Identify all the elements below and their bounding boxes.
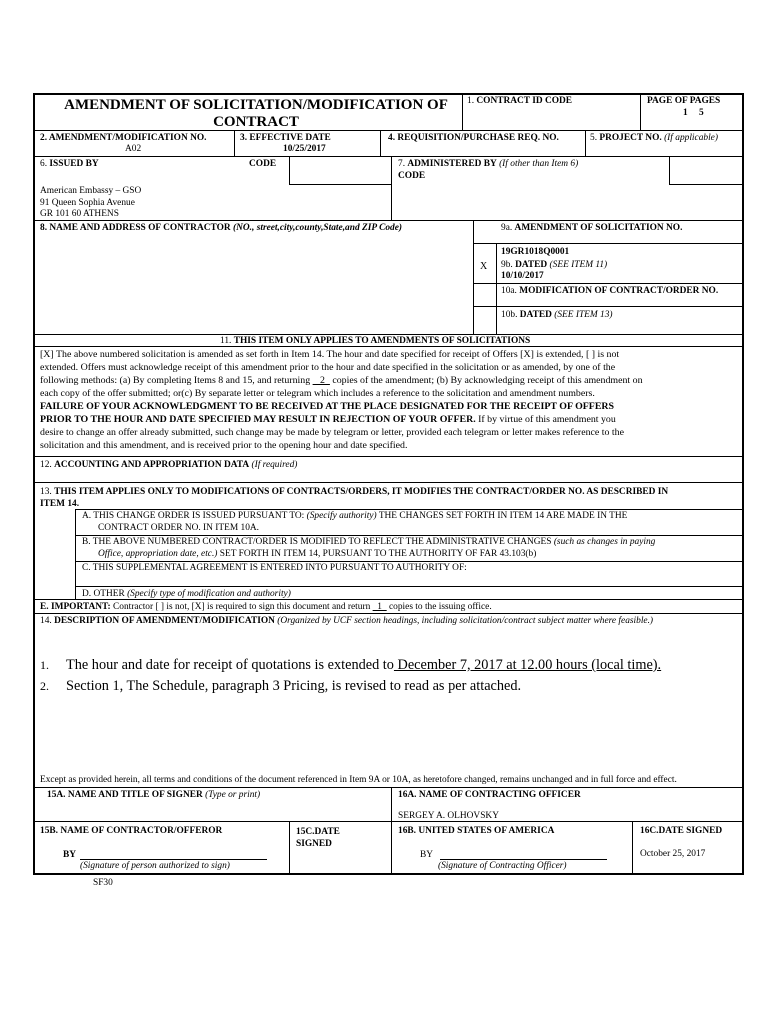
- administered-by-code-label: CODE: [398, 171, 426, 181]
- contractor-signature-line[interactable]: [80, 859, 267, 860]
- h-item10a-bottom: [473, 306, 743, 307]
- issued-by-address[interactable]: [40, 186, 141, 221]
- h-admin-code-bottom: [669, 184, 743, 185]
- form-title-line2: CONTRACT: [213, 114, 299, 130]
- date-signed-16c-label: 16C.DATE SIGNED: [640, 826, 723, 836]
- item11-line2: extended. Offers must acknowledge receipt of this amendment prior to the hour and date specified in the solicitation or as amended, by one of the: [40, 362, 616, 373]
- v-row2-2: [380, 130, 381, 156]
- pages-total: 5: [699, 108, 704, 118]
- contractor-offeror-label: 15B. NAME OF CONTRACTOR/OFFEROR: [40, 826, 223, 836]
- united-states-label: 16B. UNITED STATES OF AMERICA: [398, 826, 555, 836]
- item13-heading: 13. THIS ITEM APPLIES ONLY TO MODIFICATIONS OF CONTRACTS/ORDERS, IT MODIFIES THE CONTRACT/ORDER NO. AS DESCRIBED IN ITEM 14.: [40, 487, 669, 509]
- issued-by-line1: American Embassy – GSO: [40, 186, 142, 196]
- item9-x-mark[interactable]: X: [480, 261, 488, 272]
- outer-top: [33, 93, 743, 95]
- item11-copies-count[interactable]: 2: [312, 375, 330, 386]
- item13d: D. OTHER (Specify type of modification and authority): [82, 589, 291, 599]
- v-contractor-right: [473, 220, 474, 334]
- issued-by-line3: GR 101 60 ATHENS: [40, 209, 119, 219]
- item13b: B. THE ABOVE NUMBERED CONTRACT/ORDER IS MODIFIED TO REFLECT THE ADMINISTRATIVE CHANGES (such as changes in paying Office, appropriation date, etc.) SET FORTH IN ITEM 14, PURSUANT TO THE AUTHORITY OF FAR 43.103(b): [82, 537, 656, 559]
- issued-by-label: 6. ISSUED BY: [40, 159, 99, 169]
- contractor-by-label: BY: [63, 850, 77, 860]
- item14-entry-2: 2. Section 1, The Schedule, paragraph 3 Pricing, is revised to read as per attached.: [40, 678, 522, 694]
- v-pages-left: [640, 93, 641, 130]
- item11-line4: each copy of the offer submitted; or(c) By separate letter or telegram which includes a reference to the solicitation and amendment numbers.: [40, 388, 595, 399]
- h-sign-top: [33, 787, 743, 788]
- v-sign-mid: [391, 787, 392, 873]
- v-admin-left: [391, 156, 392, 220]
- v-title-right: [462, 93, 463, 130]
- contracting-officer-label: 16A. NAME OF CONTRACTING OFFICER: [398, 790, 581, 800]
- v-row2-3: [585, 130, 586, 156]
- h-item11-head-bottom: [33, 346, 743, 347]
- h-item13-top: [33, 482, 743, 483]
- h-item11-top: [33, 334, 743, 335]
- v-16c-left: [632, 821, 633, 873]
- project-no-label: 5. PROJECT NO. (If applicable): [590, 133, 718, 143]
- h-item12-top: [33, 456, 743, 457]
- v-admin-code-left: [669, 156, 670, 184]
- item11-body: [40, 348, 740, 452]
- contractor-address-field[interactable]: [36, 236, 470, 332]
- item14-description[interactable]: [40, 655, 740, 697]
- item13a: A. THIS CHANGE ORDER IS ISSUED PURSUANT TO: (Specify authority) THE CHANGES SET FORTH IN ITEM 14 ARE MADE IN THE CONTRACT ORDER NO. IN ITEM 10A.: [82, 511, 628, 533]
- h-item14-top: [33, 613, 743, 614]
- page-of-pages-label: PAGE OF PAGES: [647, 96, 721, 106]
- item11-line3: following methods: (a) By completing Items 8 and 15, and returning 2 copies of the amendment; (b) By acknowledging receipt of this amendment on: [40, 375, 643, 386]
- item10b-label: 10b. DATED (SEE ITEM 13): [501, 310, 613, 320]
- date-signed-16c-value[interactable]: October 25, 2017: [640, 849, 706, 859]
- item13c: C. THIS SUPPLEMENTAL AGREEMENT IS ENTERED INTO PURSUANT TO AUTHORITY OF:: [82, 563, 467, 573]
- officer-signature-caption: (Signature of Contracting Officer): [438, 861, 567, 871]
- effective-date-value[interactable]: 10/25/2017: [283, 144, 326, 154]
- contracting-officer-name[interactable]: SERGEY A. OLHOVSKY: [398, 811, 499, 821]
- h-row3-top: [33, 156, 743, 157]
- item9b-date-value[interactable]: 10/10/2017: [501, 271, 544, 281]
- item13e: E. IMPORTANT: Contractor [ ] is not, [X] is required to sign this document and return 1 copies to the issuing office.: [40, 602, 492, 612]
- v-item9-left: [496, 243, 497, 334]
- solicitation-no-value[interactable]: 19GR1018Q0001: [501, 247, 570, 257]
- item11-line1: [X] The above numbered solicitation is amended as set forth in Item 14. The hour and date specified for receipt of Offers [X] is extended, [ ] is not: [40, 349, 620, 360]
- h-13e-top: [33, 599, 743, 600]
- item9a-label: 9a. AMENDMENT OF SOLICITATION NO.: [501, 223, 683, 233]
- issued-by-code-label: CODE: [249, 159, 277, 169]
- page-number: 1: [683, 108, 688, 118]
- contract-id-label: 1. CONTRACT ID CODE: [467, 96, 573, 106]
- officer-by-label: BY: [420, 850, 434, 860]
- h-item9b-bottom: [473, 283, 743, 284]
- item14-footer: Except as provided herein, all terms and conditions of the document referenced in Item 9A or 10A, as heretofore changed, remains unchanged and in full force and effect.: [40, 775, 677, 785]
- outer-right: [742, 93, 744, 875]
- item11-heading: 11. THIS ITEM ONLY APPLIES TO AMENDMENTS OF SOLICITATIONS: [220, 336, 531, 346]
- amendment-no-value[interactable]: A02: [125, 144, 142, 154]
- form-title-line1: AMENDMENT OF SOLICITATION/MODIFICATION OF: [64, 97, 448, 113]
- requisition-label: 4. REQUISITION/PURCHASE REQ. NO.: [388, 133, 559, 143]
- amendment-no-label: 2. AMENDMENT/MODIFICATION NO.: [40, 133, 207, 143]
- v-15c-left: [289, 821, 290, 873]
- item11-line5: desire to change an offer already submitted, such change may be made by telegram or letter, provided each telegram or letter makes reference to the: [40, 427, 624, 438]
- item10a-label: 10a. MODIFICATION OF CONTRACT/ORDER NO.: [501, 286, 719, 296]
- item14-entry-1: 1. The hour and date for receipt of quotations is extended to December 7, 2017 at 12.00 hours (local time).: [40, 657, 662, 673]
- outer-bottom: [33, 873, 744, 875]
- issued-by-line2: 91 Queen Sophia Avenue: [40, 197, 135, 208]
- contractor-label: 8. NAME AND ADDRESS OF CONTRACTOR (NO., street,city,county,State,and ZIP Code): [40, 223, 402, 233]
- h-issued-code-bottom: [289, 184, 391, 185]
- item9b-label: 9b. DATED (SEE ITEM 11): [501, 260, 608, 270]
- signer-name-label: 15A. NAME AND TITLE OF SIGNER (Type or print): [47, 790, 261, 800]
- item12-label: 12. ACCOUNTING AND APPROPRIATION DATA (If required): [40, 460, 298, 470]
- date-signed-15c-label: 15C.DATE SIGNED: [296, 827, 340, 849]
- form-id: SF30: [93, 878, 113, 888]
- v-row2-1: [234, 130, 235, 156]
- h-13c-top: [75, 561, 743, 562]
- h-sign-mid: [33, 821, 743, 822]
- contractor-signature-caption: (Signature of person authorized to sign): [80, 861, 230, 871]
- outer-left: [33, 93, 35, 875]
- h-13d-top: [75, 586, 743, 587]
- v-issued-code-left: [289, 156, 290, 184]
- officer-signature-line[interactable]: [440, 859, 607, 860]
- h-13b-top: [75, 535, 743, 536]
- item13e-copies-count[interactable]: 1: [372, 602, 387, 612]
- item11-warning2: PRIOR TO THE HOUR AND DATE SPECIFIED MAY RESULT IN REJECTION OF YOUR OFFER. If by virtue of this amendment you: [40, 414, 616, 425]
- effective-date-label: 3. EFFECTIVE DATE: [240, 133, 331, 143]
- item11-line6: solicitation and this amendment, and is received prior to the opening hour and date specified.: [40, 440, 408, 451]
- item11-warning1: FAILURE OF YOUR ACKNOWLEDGMENT TO BE RECEIVED AT THE PLACE DESIGNATED FOR THE RECEIPT OF OFFERS: [40, 401, 615, 412]
- item14-label: 14. DESCRIPTION OF AMENDMENT/MODIFICATION (Organized by UCF section headings, including solicitation/contract subject matter where feasible.): [40, 616, 654, 626]
- h-item9a-bottom: [473, 243, 743, 244]
- form-title: [50, 97, 462, 131]
- administered-by-label: 7. ADMINISTERED BY (If other than Item 6): [398, 159, 579, 169]
